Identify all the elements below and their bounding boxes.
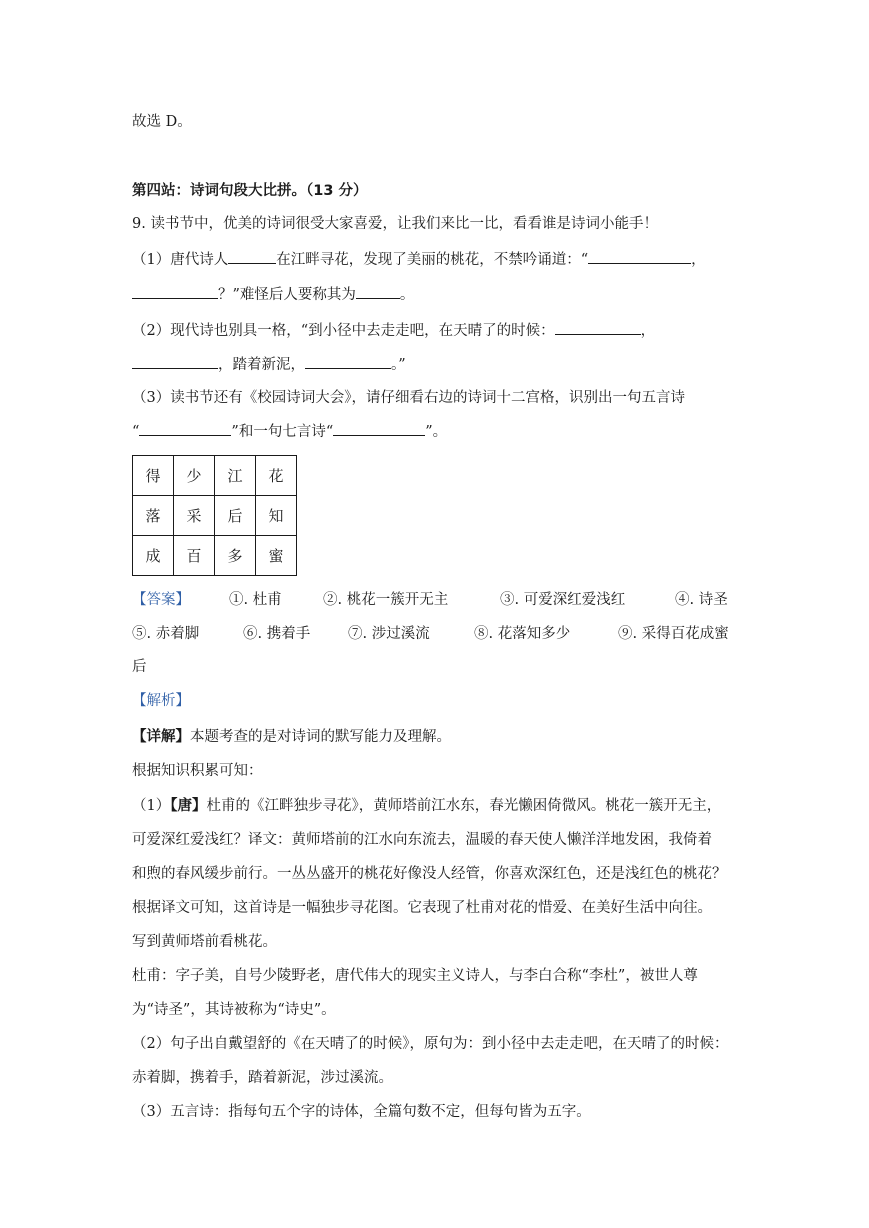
- answer-label: [132, 590, 190, 610]
- intro-text: 故选 D。: [132, 114, 192, 130]
- q1-text-d: ？”难怪后人要称其为: [218, 287, 356, 303]
- detail-line: [132, 727, 451, 747]
- exp-text: 杜甫的《江畔独步寻花》，黄师塔前江水东，春光懒困倚微风。桃花一簇开无主，: [206, 798, 722, 814]
- q1-text-a: （1）唐代诗人: [132, 252, 229, 268]
- question-part1-line1: [132, 249, 706, 270]
- explanation-line: 和煦的春风缓步前行。一丛丛盛开的桃花好像没人经管，你喜欢深红色，还是浅红色的桃花？: [132, 866, 727, 882]
- q1-text-b: 在江畔寻花，发现了美丽的桃花，不禁吟诵道：“: [276, 252, 589, 268]
- grid-cell: 蜜: [256, 536, 297, 576]
- grid-cell: 采: [174, 496, 215, 536]
- q2-text-c: ，踏着新泥，: [218, 357, 305, 373]
- explanation-line: （3）五言诗：指每句五个字的诗体，全篇句数不定，但每句皆为五字。: [132, 1104, 591, 1120]
- grid-row: [133, 536, 297, 576]
- answer-item: ⑤. 赤着脚: [132, 626, 200, 642]
- blank-poet: [228, 249, 276, 264]
- blank-line-1: [555, 320, 641, 335]
- blank-seven-char: [333, 421, 425, 436]
- exp-part-label: （1）: [132, 798, 171, 814]
- poem-grid: [132, 455, 297, 576]
- explanation-line: 赤着脚，携着手，踏着新泥，涉过溪流。: [132, 1070, 393, 1086]
- explanation-line: 写到黄师塔前看桃花。: [132, 934, 277, 950]
- grid-row: [133, 456, 297, 496]
- answer-item: ⑨. 采得百花成蜜: [618, 626, 729, 642]
- grid-row: [133, 496, 297, 536]
- answer-item: ⑧. 花落知多少: [474, 626, 571, 642]
- explanation-line: [132, 796, 721, 816]
- grid-cell: 成: [133, 536, 174, 576]
- answer-item: ③. 可爱深红爱浅红: [500, 592, 626, 608]
- q1-text-c: ，: [691, 252, 706, 268]
- q2-text-a: （2）现代诗也别具一格，“到小径中去走走吧，在天晴了的时候：: [132, 323, 555, 339]
- question-part3-line1: （3）读书节还有《校园诗词大会》，请仔细看右边的诗词十二宫格，识别出一句五言诗: [132, 390, 685, 406]
- grid-cell: 江: [215, 456, 256, 496]
- q3-text-c: ”和一句七言诗“: [231, 424, 334, 440]
- answer-label-text: 【答案】: [132, 592, 190, 608]
- exp-dynasty-label: 【唐】: [170, 798, 207, 814]
- grid-cell: 落: [133, 496, 174, 536]
- explanation-line: 为“诗圣”，其诗被称为“诗史”。: [132, 1002, 336, 1018]
- answer-item: ①. 杜甫: [229, 592, 282, 608]
- blank-five-char: [139, 421, 231, 436]
- section-title: 第四站：诗词句段大比拼。（13 分）: [132, 183, 368, 199]
- answer-item: ④. 诗圣: [675, 592, 728, 608]
- detail-label: 【详解】: [132, 729, 190, 745]
- question-part1-line2: [132, 284, 414, 305]
- blank-line-2: [132, 354, 218, 369]
- q1-text-e: 。: [399, 287, 415, 303]
- question-stem: 9. 读书节中，优美的诗词很受大家喜爱，让我们来比一比，看看谁是诗词小能手！: [132, 216, 658, 232]
- grid-cell: 少: [174, 456, 215, 496]
- grid-cell: 多: [215, 536, 256, 576]
- explanation-line: 可爱深红爱浅红？译文：黄师塔前的江水向东流去，温暖的春天使人懒洋洋地发困，我倚着: [132, 832, 712, 848]
- blank-line-3: [305, 354, 391, 369]
- q3-text-d: ”。: [425, 424, 448, 440]
- q2-text-d: 。”: [391, 357, 406, 373]
- answer-item: ⑦. 涉过溪流: [348, 626, 430, 642]
- detail-text: 本题考查的是对诗词的默写能力及理解。: [190, 729, 451, 745]
- answer-item: ⑥. 携着手: [243, 626, 311, 642]
- grid-cell: 后: [215, 496, 256, 536]
- question-part2-line1: [132, 320, 655, 341]
- answer-item: ②. 桃花一簇开无主: [323, 592, 449, 608]
- grid-cell: 百: [174, 536, 215, 576]
- grid-cell: 得: [133, 456, 174, 496]
- blank-title: [356, 284, 400, 299]
- explanation-line: 根据知识积累可知：: [132, 763, 263, 779]
- explanation-line: 杜甫：字子美，自号少陵野老，唐代伟大的现实主义诗人，与李白合称“李杜”，被世人尊: [132, 968, 698, 984]
- question-part2-line2: [132, 354, 406, 375]
- blank-verse-2: [132, 284, 218, 299]
- answer-tail: 后: [132, 659, 147, 675]
- explanation-line: （2）句子出自戴望舒的《在天晴了的时候》，原句为：到小径中去走走吧，在天晴了的时候：: [132, 1036, 729, 1052]
- question-part3-line2: [132, 421, 447, 442]
- grid-cell: 花: [256, 456, 297, 496]
- q3-text-b: “: [132, 424, 140, 440]
- explanation-line: 根据译文可知，这首诗是一幅独步寻花图。它表现了杜甫对花的惜爱、在美好生活中向往。: [132, 900, 712, 916]
- blank-verse-1: [588, 249, 691, 264]
- analysis-label: 【解析】: [132, 693, 190, 709]
- grid-cell: 知: [256, 496, 297, 536]
- q2-text-b: ，: [640, 323, 656, 339]
